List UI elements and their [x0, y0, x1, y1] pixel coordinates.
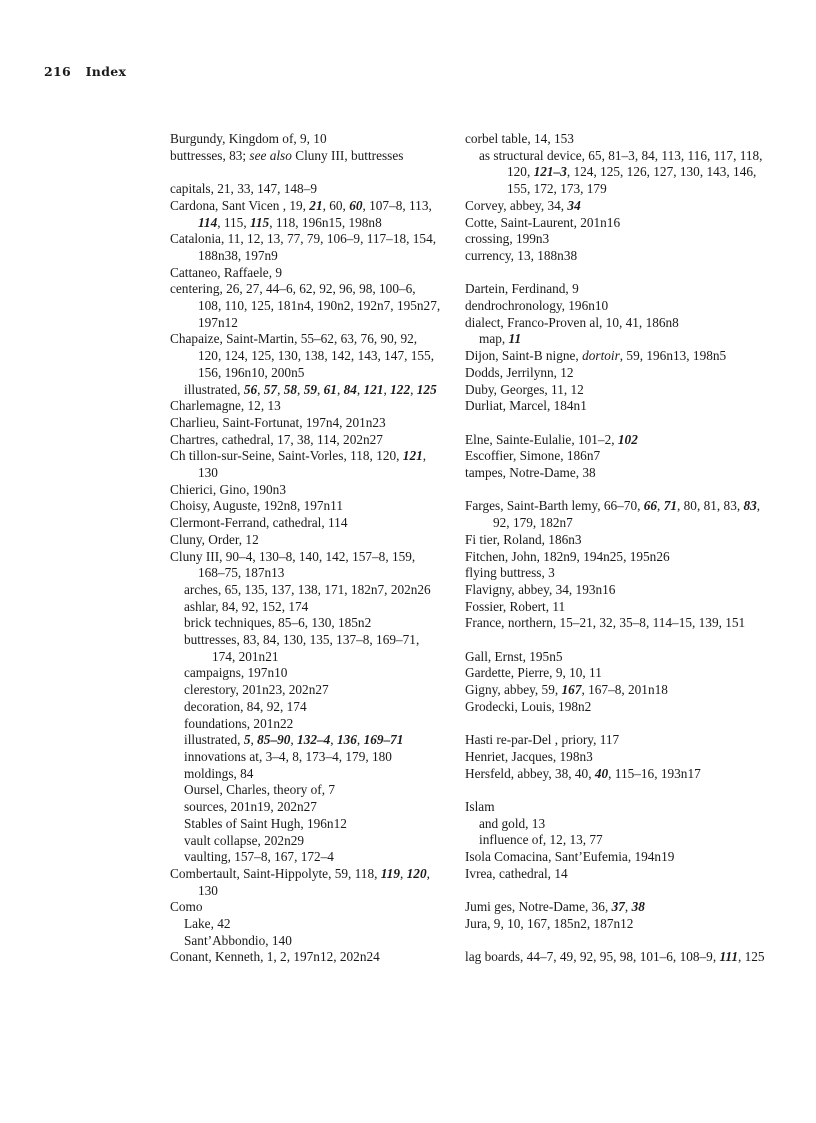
index-ref-emphasis: 85–90	[257, 732, 291, 748]
index-entry	[465, 682, 765, 699]
index-column-right	[465, 131, 765, 966]
index-text: Jura, 9, 10, 167, 185n2, 187n12	[465, 915, 634, 931]
index-entry	[465, 949, 765, 966]
index-text: Chierici, Gino, 190n3	[170, 481, 286, 497]
index-text: lag boards, 44–7, 49, 92, 95, 98, 101–6, 108–9,	[465, 949, 720, 965]
letter-group-gap	[465, 782, 765, 799]
index-text: Como	[170, 899, 203, 915]
index-text: Ch tillon-sur-Seine, Saint-Vorles, 118, 120,	[170, 448, 403, 464]
index-subentry	[170, 766, 442, 783]
index-ref-emphasis: 111	[719, 949, 738, 965]
index-text: , 130	[198, 865, 430, 898]
index-text: Chapaize, Saint-Martin, 55–62, 63, 76, 90, 92, 120, 124, 125, 130, 138, 142, 143, 147, 155, 156, 196n10, 200n5	[170, 331, 435, 380]
index-ref-emphasis: 21	[309, 197, 323, 213]
index-ref-emphasis: 83	[743, 498, 757, 514]
index-ref-emphasis: 122	[390, 381, 411, 397]
index-text: ,	[250, 732, 258, 748]
index-text: arches, 65, 135, 137, 138, 171, 182n7, 202n26	[184, 581, 431, 597]
index-text: Isola Comacina, Sant’Eufemia, 194n19	[465, 849, 675, 865]
index-text: Escoffier, Simone, 186n7	[465, 448, 601, 464]
index-ref-emphasis: 11	[508, 331, 522, 347]
index-ref-emphasis: 57	[263, 381, 278, 397]
index-subentry	[465, 832, 765, 849]
index-text: , 60,	[322, 197, 350, 213]
index-text: Cotte, Saint-Laurent, 201n16	[465, 214, 621, 230]
index-entry	[465, 766, 765, 783]
index-ref-emphasis: 5	[243, 732, 251, 748]
index-text: Hasti re-par-Del , priory, 117	[465, 732, 620, 748]
index-text: brick techniques, 85–6, 130, 185n2	[184, 615, 372, 631]
index-text: moldings, 84	[184, 765, 254, 781]
index-text: Fossier, Robert, 11	[465, 598, 566, 614]
index-entry	[170, 131, 442, 148]
index-subentry	[170, 849, 442, 866]
index-text: illustrated,	[184, 381, 244, 397]
index-text: buttresses, 83;	[170, 147, 250, 163]
index-subentry	[170, 916, 442, 933]
index-ref-emphasis: 37	[611, 899, 625, 915]
index-subentry	[170, 749, 442, 766]
index-text: , 59, 196n13, 198n5	[619, 348, 727, 364]
index-text: Charlieu, Saint-Fortunat, 197n4, 201n23	[170, 414, 386, 430]
index-entry	[465, 866, 765, 883]
index-ref-emphasis: 114	[198, 214, 218, 230]
index-ref-emphasis: 169–71	[363, 732, 404, 748]
index-ref-emphasis: 34	[567, 197, 581, 213]
index-text: Gall, Ernst, 195n5	[465, 648, 563, 664]
index-entry	[465, 732, 765, 749]
index-text: Fi tier, Roland, 186n3	[465, 531, 582, 547]
index-entry	[465, 298, 765, 315]
index-ref-emphasis: 56	[243, 381, 258, 397]
index-entry	[465, 498, 765, 531]
index-entry	[170, 949, 442, 966]
index-ref-emphasis: 60	[349, 197, 363, 213]
index-text: Catalonia, 11, 12, 13, 77, 79, 106–9, 117–18, 154, 188n38, 197n9	[170, 231, 437, 263]
page-number: 216	[44, 64, 71, 79]
index-subentry	[170, 682, 442, 699]
index-text: Fitchen, John, 182n9, 194n25, 195n26	[465, 548, 670, 564]
index-text: ,	[356, 732, 364, 748]
index-text: Cluny, Order, 12	[170, 531, 259, 547]
index-text: ,	[383, 381, 391, 397]
index-subentry	[170, 382, 442, 399]
index-text: , 92, 179, 182n7	[493, 498, 761, 531]
index-text: Cluny III, 90–4, 130–8, 140, 142, 157–8, 159, 168–75, 187n13	[170, 548, 416, 581]
index-entry	[170, 281, 442, 331]
index-ref-emphasis: 71	[663, 498, 677, 514]
letter-group-gap	[170, 164, 442, 181]
letter-group-gap	[465, 716, 765, 733]
index-ref-emphasis: 84	[343, 381, 357, 397]
index-entry	[465, 231, 765, 248]
letter-group-gap	[465, 415, 765, 432]
index-entry	[465, 649, 765, 666]
index-entry	[170, 498, 442, 515]
index-text: Grodecki, Louis, 198n2	[465, 698, 592, 714]
index-ref-emphasis: dortoir	[582, 348, 620, 364]
index-entry	[465, 382, 765, 399]
index-subentry	[170, 816, 442, 833]
index-text: Clermont-Ferrand, cathedral, 114	[170, 515, 348, 531]
index-subentry	[465, 331, 765, 348]
letter-group-gap	[465, 482, 765, 499]
index-text: Oursel, Charles, theory of, 7	[184, 782, 336, 798]
index-entry	[465, 315, 765, 332]
index-text: ,	[277, 381, 284, 397]
index-text: , 124, 125, 126, 127, 130, 143, 146, 155, 172, 173, 179	[507, 164, 757, 197]
index-entry	[170, 448, 442, 481]
index-subentry	[170, 933, 442, 950]
index-text: buttresses, 83, 84, 130, 135, 137–8, 169–71, 174, 201n21	[184, 632, 420, 664]
index-subentry	[170, 615, 442, 632]
index-text: Henriet, Jacques, 198n3	[465, 748, 593, 764]
index-text: as structural device, 65, 81–3, 84, 113, 116, 117, 118, 120,	[479, 147, 763, 180]
section-title: Index	[85, 64, 127, 79]
index-text: tampes, Notre-Dame, 38	[465, 465, 596, 481]
index-entry	[465, 215, 765, 232]
index-text: , 107–8, 113,	[362, 197, 432, 213]
index-text: ,	[257, 381, 264, 397]
index-text: Cattaneo, Raffaele, 9	[170, 264, 282, 280]
index-ref-emphasis: 66	[643, 498, 658, 514]
index-entry	[465, 448, 765, 465]
index-ref-emphasis: 132–4	[297, 732, 331, 748]
index-text: influence of, 12, 13, 77	[479, 832, 603, 848]
index-text: campaigns, 197n10	[184, 665, 288, 681]
index-subentry	[465, 148, 765, 198]
index-text: Hersfeld, abbey, 38, 40,	[465, 765, 595, 781]
index-entry	[465, 248, 765, 265]
index-text: ,	[330, 732, 337, 748]
index-subentry	[465, 816, 765, 833]
index-entry	[170, 432, 442, 449]
index-entry	[465, 599, 765, 616]
index-entry	[170, 231, 442, 264]
index-entry	[465, 849, 765, 866]
index-subentry	[170, 699, 442, 716]
index-entry	[170, 515, 442, 532]
index-text: Choisy, Auguste, 192n8, 197n11	[170, 498, 343, 514]
index-entry	[465, 432, 765, 449]
index-text: Dijon, Saint-B nigne,	[465, 348, 583, 364]
index-text: Ivrea, cathedral, 14	[465, 865, 568, 881]
index-subentry	[170, 599, 442, 616]
index-text: clerestory, 201n23, 202n27	[184, 682, 329, 698]
index-entry	[170, 198, 442, 231]
index-entry	[465, 398, 765, 415]
index-text: crossing, 199n3	[465, 231, 550, 247]
index-entry	[170, 181, 442, 198]
index-ref-emphasis: 121–3	[533, 164, 567, 180]
index-text: Dartein, Ferdinand, 9	[465, 281, 579, 297]
index-text: Cardona, Sant Vicen , 19,	[170, 197, 310, 213]
index-entry	[170, 549, 442, 582]
index-text: vaulting, 157–8, 167, 172–4	[184, 849, 334, 865]
index-text: Lake, 42	[184, 916, 231, 932]
index-text: illustrated,	[184, 732, 244, 748]
index-text: and gold, 13	[479, 815, 546, 831]
index-ref-emphasis: 125	[416, 381, 437, 397]
index-text: foundations, 201n22	[184, 715, 294, 731]
index-text: map,	[479, 331, 509, 347]
index-text: Elne, Sainte-Eulalie, 101–2,	[465, 431, 618, 447]
index-text: centering, 26, 27, 44–6, 62, 92, 96, 98, 100–6, 108, 110, 125, 181n4, 190n2, 192n7, 195n27, 197n12	[170, 281, 441, 330]
index-entry	[170, 482, 442, 499]
index-text: Jumi ges, Notre-Dame, 36,	[465, 899, 612, 915]
index-entry	[170, 265, 442, 282]
index-entry	[170, 415, 442, 432]
index-text: , 167–8, 201n18	[581, 682, 668, 698]
index-ref-emphasis: 102	[617, 431, 638, 447]
index-entry	[465, 549, 765, 566]
index-entry	[465, 348, 765, 365]
index-text: dendrochronology, 196n10	[465, 298, 609, 314]
index-text: Corvey, abbey, 34,	[465, 197, 568, 213]
index-column-left	[170, 131, 442, 966]
index-text: ,	[290, 732, 298, 748]
index-entry	[465, 799, 765, 816]
index-entry	[465, 615, 765, 632]
index-entry	[170, 532, 442, 549]
index-subentry	[170, 665, 442, 682]
index-entry	[170, 331, 442, 381]
index-ref-emphasis: 38	[631, 899, 645, 915]
index-text: Sant’Abbondio, 140	[184, 932, 292, 948]
letter-group-gap	[465, 883, 765, 900]
index-text: Chartres, cathedral, 17, 38, 114, 202n27	[170, 431, 383, 447]
index-text: Dodds, Jerrilynn, 12	[465, 364, 574, 380]
index-ref-emphasis: 121	[402, 448, 423, 464]
index-text: flying buttress, 3	[465, 565, 555, 581]
index-entry	[465, 532, 765, 549]
index-text: decoration, 84, 92, 174	[184, 698, 307, 714]
index-text: Islam	[465, 799, 495, 815]
index-ref-emphasis: 167	[561, 682, 582, 698]
letter-group-gap	[465, 933, 765, 950]
index-ref-emphasis: see also	[249, 147, 292, 163]
index-subentry	[170, 716, 442, 733]
index-text: ,	[410, 381, 417, 397]
index-entry	[170, 398, 442, 415]
index-subentry	[170, 782, 442, 799]
index-entry	[465, 365, 765, 382]
index-text: sources, 201n19, 202n27	[184, 799, 317, 815]
index-entry	[465, 699, 765, 716]
index-text: Durliat, Marcel, 184n1	[465, 398, 587, 414]
index-text: ,	[399, 865, 407, 881]
index-text: ,	[336, 381, 344, 397]
index-ref-emphasis: 136	[336, 732, 357, 748]
index-ref-emphasis: 58	[283, 381, 298, 397]
index-text: , 125	[737, 949, 765, 965]
index-text: Stables of Saint Hugh, 196n12	[184, 815, 347, 831]
index-text: ,	[657, 498, 664, 514]
index-ref-emphasis: 61	[323, 381, 337, 397]
letter-group-gap	[465, 265, 765, 282]
index-text: Farges, Saint-Barth lemy, 66–70,	[465, 498, 644, 514]
running-head	[44, 64, 126, 79]
index-text: dialect, Franco-Proven al, 10, 41, 186n8	[465, 314, 679, 330]
index-text: Gardette, Pierre, 9, 10, 11	[465, 665, 602, 681]
index-text: Duby, Georges, 11, 12	[465, 381, 584, 397]
index-text: , 115–16, 193n17	[608, 765, 701, 781]
index-subentry	[170, 732, 442, 749]
index-text: currency, 13, 188n38	[465, 247, 578, 263]
index-ref-emphasis: 115	[249, 214, 270, 230]
index-entry	[465, 665, 765, 682]
index-entry	[465, 131, 765, 148]
index-entry	[465, 899, 765, 916]
index-text: ,	[624, 899, 632, 915]
index-subentry	[170, 833, 442, 850]
index-ref-emphasis: 121	[363, 381, 384, 397]
index-entry	[170, 148, 442, 165]
index-text: Gigny, abbey, 59,	[465, 682, 562, 698]
index-ref-emphasis: 40	[594, 765, 609, 781]
index-entry	[465, 916, 765, 933]
index-text: capitals, 21, 33, 147, 148–9	[170, 181, 317, 197]
index-entry	[170, 866, 442, 899]
index-entry	[170, 899, 442, 916]
index-text: ashlar, 84, 92, 152, 174	[184, 598, 309, 614]
index-text: ,	[356, 381, 364, 397]
index-entry	[465, 281, 765, 298]
index-entry	[465, 465, 765, 482]
index-text: Combertault, Saint-Hippolyte, 59, 118,	[170, 865, 381, 881]
index-text: France, northern, 15–21, 32, 35–8, 114–15, 139, 151	[465, 615, 746, 631]
index-text: Cluny III, buttresses	[291, 147, 404, 163]
index-subentry	[170, 632, 442, 665]
index-ref-emphasis: 119	[380, 865, 400, 881]
index-text: , 115,	[217, 214, 250, 230]
index-entry	[465, 749, 765, 766]
index-text: innovations at, 3–4, 8, 173–4, 179, 180	[184, 749, 392, 764]
index-text: ,	[316, 381, 324, 397]
index-text: Charlemagne, 12, 13	[170, 398, 281, 414]
index-entry	[465, 582, 765, 599]
index-text: , 80, 81, 83,	[677, 498, 744, 514]
index-text: Burgundy, Kingdom of, 9, 10	[170, 131, 327, 146]
index-text: , 118, 196n15, 198n8	[269, 214, 382, 230]
index-text: Conant, Kenneth, 1, 2, 197n12, 202n24	[170, 949, 380, 965]
index-subentry	[170, 582, 442, 599]
index-text: vault collapse, 202n29	[184, 832, 305, 848]
index-subentry	[170, 799, 442, 816]
index-text: corbel table, 14, 153	[465, 131, 574, 146]
index-text: ,	[297, 381, 304, 397]
index-ref-emphasis: 120	[406, 865, 427, 881]
index-text: , 130	[198, 448, 427, 481]
letter-group-gap	[465, 632, 765, 649]
index-entry	[465, 198, 765, 215]
index-text: Flavigny, abbey, 34, 193n16	[465, 581, 616, 597]
index-entry	[465, 565, 765, 582]
index-ref-emphasis: 59	[303, 381, 317, 397]
